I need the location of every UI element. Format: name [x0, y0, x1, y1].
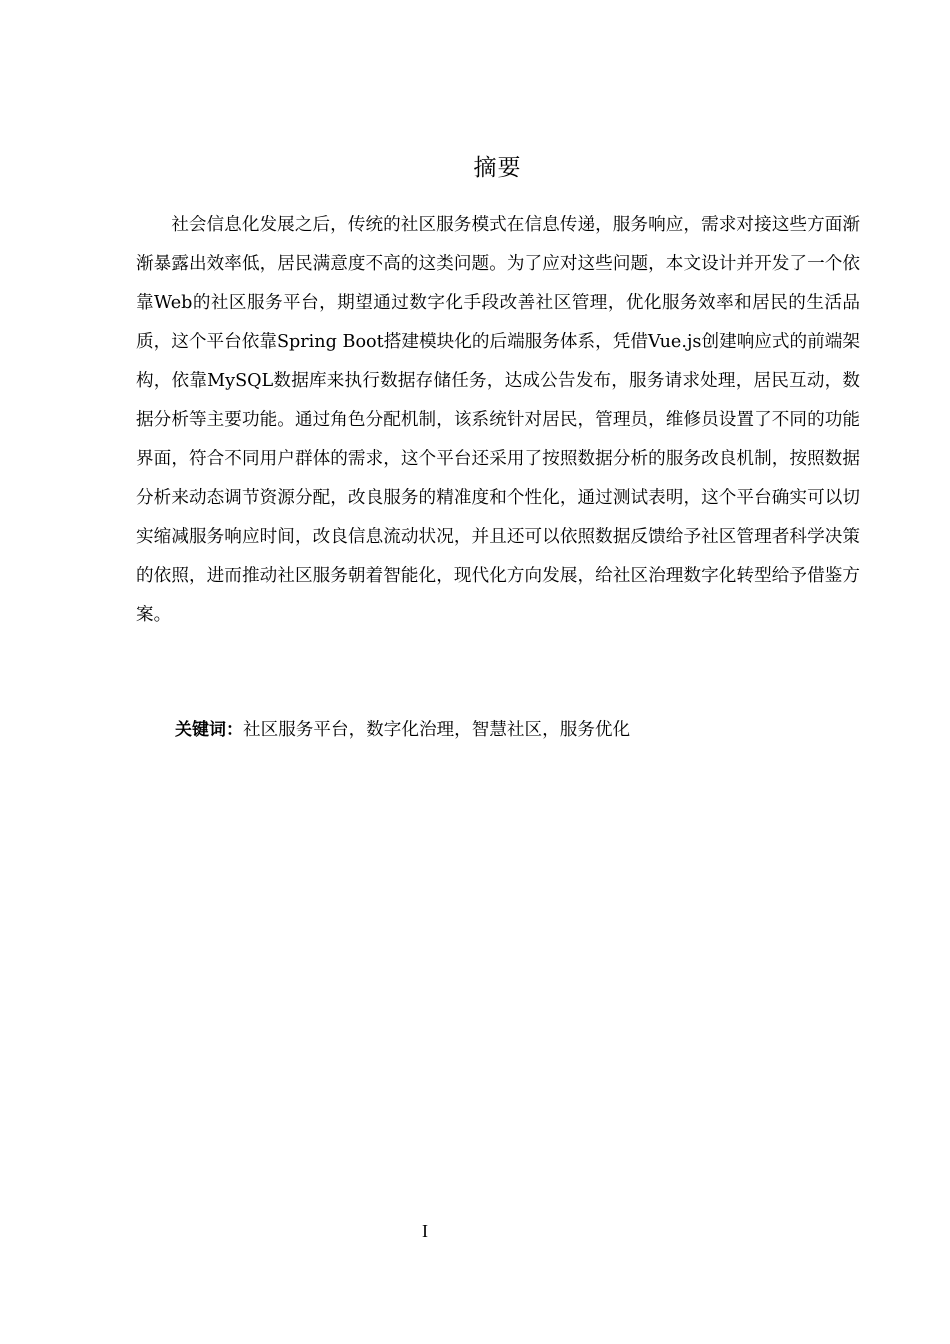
page-number: I: [422, 1221, 428, 1241]
keywords-label: 关键词：: [175, 720, 243, 740]
keywords-line: [175, 712, 630, 748]
page-title: 摘要: [473, 155, 522, 181]
keywords-text: 社区服务平台，数字化治理，智慧社区，服务优化: [243, 720, 631, 740]
abstract-paragraph: 社会信息化发展之后，传统的社区服务模式在信息传递，服务响应，需求对接这些方面渐渐暴露出效率低，居民满意度不高的这类问题。为了应对这些问题，本文设计并开发了一个依靠Web的社区服务平台，期望通过数字化手段改善社区管理，优化服务效率和居民的生活品质，这个平台依靠Spring Boot搭建模块化的后端服务体系，凭借Vue.js创建响应式的前端架构，依靠MySQL数据库来执行数据存储任务，达成公告发布，服务请求处理，居民互动，数据分析等主要功能。通过角色分配机制，该系统针对居民，管理员，维修员设置了不同的功能界面，符合不同用户群体的需求，这个平台还采用了按照数据分析的服务改良机制，按照数据分析来动态调节资源分配，改良服务的精准度和个性化，通过测试表明，这个平台确实可以切实缩减服务响应时间，改良信息流动状况，并且还可以依照数据反馈给予社区管理者科学决策的依照，进而推动社区服务朝着智能化，现代化方向发展，给社区治理数字化转型给予借鉴方案。: [136, 215, 860, 625]
